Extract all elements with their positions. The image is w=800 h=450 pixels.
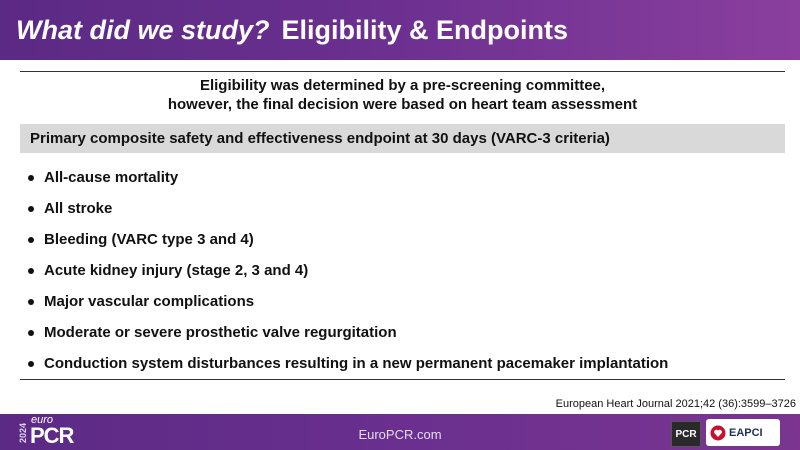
slide-title: Eligibility & Endpoints	[281, 14, 568, 45]
eligibility-statement	[20, 76, 785, 114]
journal-reference: European Heart Journal 2021;42 (36):3599–3726	[555, 398, 796, 410]
top-divider	[20, 71, 785, 72]
slide-header	[0, 0, 800, 60]
europcr-logo-prefix: euro	[31, 414, 54, 426]
pcr-badge-logo: PCR	[671, 421, 701, 447]
footer-year: 2024	[18, 422, 28, 444]
bullet-icon	[28, 237, 34, 243]
list-item: Moderate or severe prosthetic valve regurgitation	[28, 317, 668, 348]
bottom-divider	[20, 379, 785, 380]
eapci-logo	[706, 419, 780, 446]
footer-website-link[interactable]: EuroPCR.com	[358, 427, 442, 442]
endpoint-heading-band	[20, 124, 785, 153]
list-item: Bleeding (VARC type 3 and 4)	[28, 224, 668, 255]
title-question: What did we study?	[16, 14, 270, 45]
heart-icon	[710, 425, 726, 441]
endpoint-heading: Primary composite safety and effectiveness endpoint at 30 days (VARC-3 criteria)	[30, 130, 610, 147]
bullet-icon	[28, 206, 34, 212]
list-item: Acute kidney injury (stage 2, 3 and 4)	[28, 255, 668, 286]
bullet-icon	[28, 268, 34, 274]
list-item: All-cause mortality	[28, 162, 668, 193]
europcr-logo: PCR	[30, 423, 74, 448]
bullet-icon	[28, 299, 34, 305]
list-item: Major vascular complications	[28, 286, 668, 317]
list-item: Conduction system disturbances resulting in a new permanent pacemaker implantation	[28, 348, 668, 379]
bullet-icon	[28, 361, 34, 367]
eligibility-line-2: however, the final decision were based on heart team assessment	[167, 96, 638, 113]
bullet-icon	[28, 330, 34, 336]
endpoint-list	[28, 162, 668, 379]
bullet-icon	[28, 175, 34, 181]
eligibility-line-1: Eligibility was determined by a pre-screening committee,	[199, 77, 606, 94]
eapci-text: EAPCI	[729, 426, 763, 439]
list-item: All stroke	[28, 193, 668, 224]
